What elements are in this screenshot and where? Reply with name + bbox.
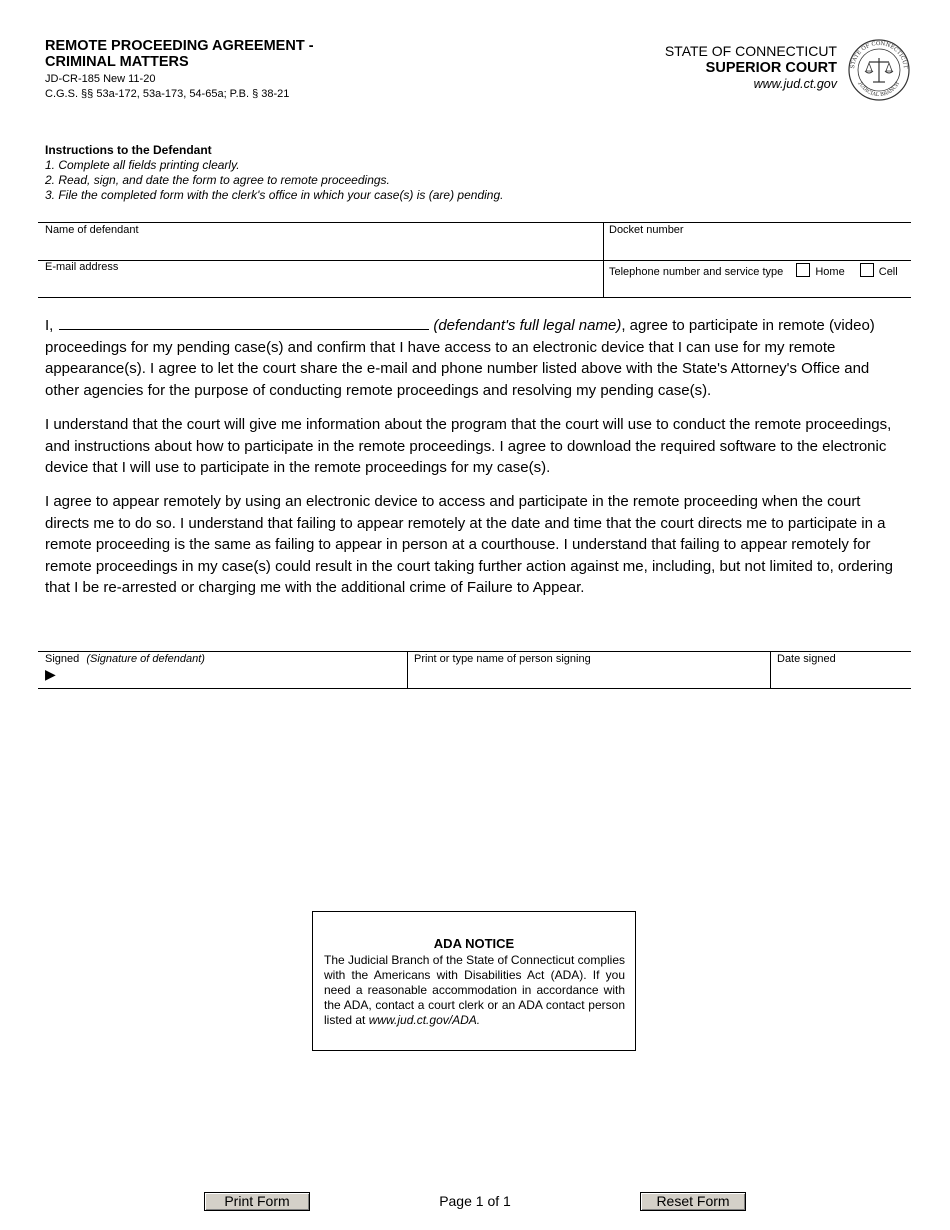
home-option[interactable]	[796, 266, 844, 278]
date-signed-label: Date signed	[777, 653, 836, 665]
print-name-label: Print or type name of person signing	[414, 653, 591, 665]
instructions	[45, 143, 503, 203]
statutes: C.G.S. §§ 53a-172, 53a-173, 54-65a; P.B. § 38-21	[45, 88, 290, 100]
signed-hint: (Signature of defendant)	[86, 653, 205, 665]
divider	[770, 652, 771, 689]
instruction-item: 3. File the completed form with the clerk's office in which your case(s) is (are) pending.	[45, 188, 504, 202]
telephone-field[interactable]	[609, 263, 909, 278]
ada-link[interactable]: www.jud.ct.gov/ADA.	[368, 1013, 481, 1027]
instruction-item: 1. Complete all fields printing clearly.	[45, 158, 240, 172]
court-name: SUPERIOR COURT	[705, 60, 837, 76]
agreement-paragraph-1	[45, 315, 905, 401]
print-form-button[interactable]: Print Form	[204, 1192, 310, 1211]
divider	[603, 223, 604, 298]
form-title-line2: CRIMINAL MATTERS	[45, 54, 189, 70]
form-id: JD-CR-185 New 11-20	[45, 73, 156, 85]
agreement-paragraph-2: I understand that the court will give me information about the program that the court will use to conduct the remote proceedings, and instructions about how to participate in the remote proceedings. I agree to download the required software to the electronic device that I will use to participate in the remote proceedings for my case(s).	[45, 416, 892, 477]
divider	[38, 688, 911, 689]
signed-label: Signed	[45, 653, 80, 665]
cell-checkbox[interactable]	[860, 263, 874, 277]
email-field[interactable]	[45, 261, 595, 295]
page-number: Page 1 of 1	[439, 1193, 511, 1209]
svg-text:JUDICIAL BRANCH: JUDICIAL BRANCH	[857, 81, 901, 99]
form-title-line1: REMOTE PROCEEDING AGREEMENT -	[45, 38, 314, 54]
ada-title: ADA NOTICE	[433, 936, 515, 951]
signature-field[interactable]	[45, 653, 400, 687]
website: www.jud.ct.gov	[753, 77, 837, 91]
home-checkbox[interactable]	[796, 263, 810, 277]
ada-notice	[312, 911, 636, 1051]
divider	[407, 652, 408, 689]
print-name-field[interactable]	[414, 653, 764, 687]
form-title	[45, 38, 314, 70]
reset-form-button[interactable]: Reset Form	[640, 1192, 746, 1211]
agreement-name-hint: (defendant's full legal name)	[433, 317, 622, 334]
email-label: E-mail address	[45, 261, 119, 273]
telephone-label: Telephone number and service type	[609, 266, 784, 278]
divider	[38, 297, 911, 298]
instruction-item: 2. Read, sign, and date the form to agree to remote proceedings.	[45, 173, 390, 187]
ada-body-text: The Judicial Branch of the State of Connecticut complies with the Americans with Disabilities Act (ADA). If you need a reasonable accommodation in accordance with the ADA, contact a court clerk or an ADA contact person listed at	[324, 953, 625, 1027]
cell-label: Cell	[878, 266, 898, 278]
defendant-name-label: Name of defendant	[45, 224, 139, 236]
svg-text:STATE OF CONNECTICUT: STATE OF CONNECTICUT	[849, 40, 909, 70]
divider	[38, 222, 911, 223]
agreement-paragraph-3: I agree to appear remotely by using an electronic device to access and participate in the remote proceeding when the court directs me to do so. I understand that failing to appear remotely at the date and time that the court directs me to participate in a remote proceeding is the same as failing to appear in person at a courthouse. I understand that failing to appear remotely for remote proceedings in my case(s) could result in the court taking further action against me, including, but not limited to, ordering that I be re-arrested or charging me with the additional crime of Failure to Appear.	[45, 493, 893, 597]
full-legal-name-field[interactable]	[59, 315, 429, 330]
cell-option[interactable]	[860, 266, 898, 278]
court-header	[665, 43, 837, 91]
state-name: STATE OF CONNECTICUT	[664, 43, 837, 59]
divider	[38, 651, 911, 652]
agreement-text: , agree to participate in remote (video) proceedings for my pending case(s) and confirm that I have access to an electronic device that I can use for my remote appearance(s). I agree to let the court share the e-mail and phone number listed above with the State's Attorney's Office and other agencies for the purpose of conducting remote proceedings and resolving my pending case(s).	[45, 317, 875, 399]
agreement-prefix: I,	[45, 317, 54, 334]
judicial-seal-icon	[847, 38, 911, 102]
defendant-name-field[interactable]	[45, 224, 595, 258]
date-signed-field[interactable]	[777, 653, 907, 687]
signature-arrow-icon: ▶	[45, 666, 56, 682]
instructions-heading: Instructions to the Defendant	[45, 143, 212, 157]
docket-number-label: Docket number	[609, 224, 684, 236]
docket-number-field[interactable]	[609, 224, 904, 258]
ada-body	[324, 953, 625, 1028]
home-label: Home	[815, 266, 845, 278]
